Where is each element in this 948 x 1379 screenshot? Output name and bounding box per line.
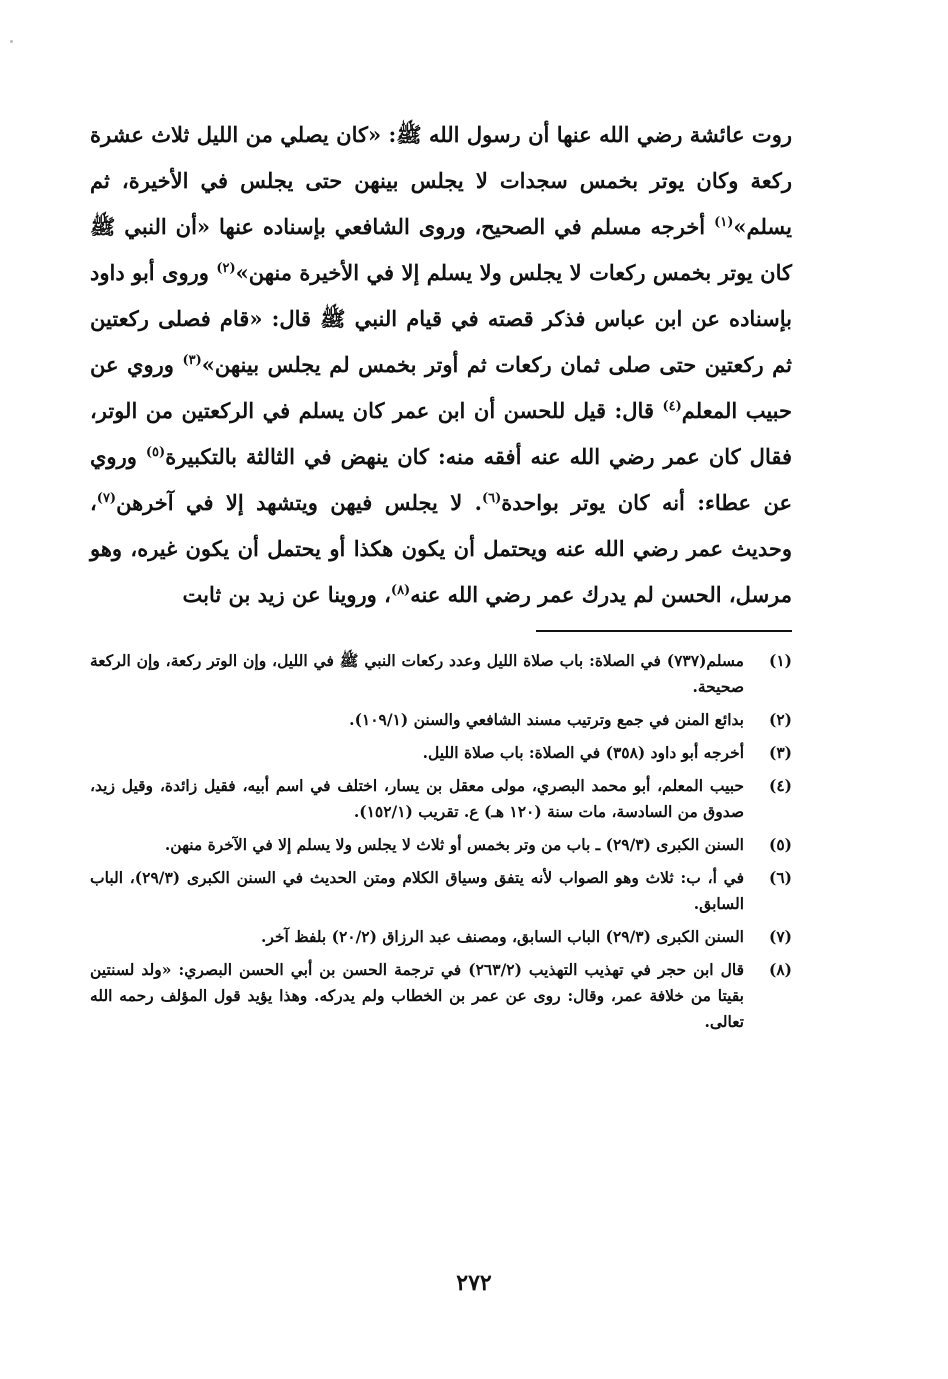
footnote-number: (٦) xyxy=(768,868,792,887)
scan-speck xyxy=(10,40,13,43)
main-segment: وروي عن حبيب المعلم xyxy=(90,352,793,423)
footnote-text: حبيب المعلم، أبو محمد البصري، مولى معقل بن يسار، اختلف في اسم أبيه، فقيل زائدة، وقيل زيد، صدوق من السادسة، مات سنة (١٢٠ هـ) ع. تقريب (١٥٢/١). xyxy=(90,776,744,821)
main-segment: ، وحديث عمر رضي الله عنه ويحتمل أن يكون هكذا أو يحتمل أن يكون غيره، وهو مرسل، الحسن لم يدرك عمر رضي الله عنه xyxy=(90,490,792,607)
footnote-ref-4[interactable]: (٤) xyxy=(662,399,682,414)
footnote-ref-5[interactable]: (٥) xyxy=(145,445,166,460)
footnotes-list xyxy=(90,648,792,1035)
footnote-divider xyxy=(536,630,792,632)
footnote-item xyxy=(90,957,792,1035)
footnote-number: (٤) xyxy=(768,776,792,795)
footnote-item xyxy=(90,865,792,917)
footnote-text: في أ، ب: ثلاث وهو الصواب لأنه يتفق وسياق الكلام ومتن الحديث في السنن الكبرى (٢٩/٣)، الباب السابق. xyxy=(90,868,744,913)
main-segment: وروى أبو داود بإسناده عن ابن عباس فذكر قصته في قيام النبي ﷺ قال: «قام فصلى ركعتين ثم ركعتين حتى صلى ثمان ركعات ثم أوتر بخمس لم يجلس بينهن» xyxy=(90,260,793,377)
footnote-text: السنن الكبرى (٢٩/٣) ـ باب من وتر بخمس أو ثلاث لا يجلس ولا يسلم إلا في الآخرة منهن. xyxy=(164,835,744,854)
footnote-number: (٢) xyxy=(768,710,792,729)
footnote-number: (٥) xyxy=(768,835,792,854)
footnote-ref-1[interactable]: (١) xyxy=(714,215,734,230)
footnote-ref-8[interactable]: (٨) xyxy=(390,583,411,598)
main-segment: . لا يجلس فيهن ويتشهد إلا في آخرهن xyxy=(116,490,482,515)
main-segment: روت عائشة رضي الله عنها أن رسول الله ﷺ: «كان يصلي من الليل ثلاث عشرة ركعة وكان يوتر بخمس سجدات لا يجلس بينهن حتى يجلس في الأخيرة، ثم يسلم» xyxy=(90,122,792,239)
footnote-item xyxy=(90,740,792,766)
main-text xyxy=(90,112,792,618)
footnote-item xyxy=(90,773,792,825)
footnote-number: (٣) xyxy=(768,743,792,762)
footnote-item xyxy=(90,648,792,700)
main-segment: وروي عن عطاء: أنه كان يوتر بواحدة xyxy=(90,444,792,515)
footnote-number: (٨) xyxy=(768,960,792,979)
footnote-text: مسلم(٧٣٧) في الصلاة: باب صلاة الليل وعدد ركعات النبي ﷺ في الليل، وإن الوتر ركعة، وإن الركعة صحيحة. xyxy=(90,651,744,696)
footnote-ref-2[interactable]: (٢) xyxy=(216,261,236,276)
footnote-text: السنن الكبرى (٢٩/٣) الباب السابق، ومصنف عبد الرزاق (٢٠/٢) بلفظ آخر. xyxy=(261,927,744,946)
footnote-item xyxy=(90,707,792,733)
page-number: ٢٧٢ xyxy=(456,1270,492,1296)
footnote-text: بدائع المنن في جمع وترتيب مسند الشافعي والسنن (١٠٩/١). xyxy=(349,710,744,729)
footnote-ref-6[interactable]: (٦) xyxy=(481,491,502,506)
footnote-item xyxy=(90,832,792,858)
main-segment: أخرجه مسلم في الصحيح، وروى الشافعي بإسناده عنها «أن النبي ﷺ كان يوتر بخمس ركعات لا يجلس ولا يسلم إلا في الأخيرة منهن» xyxy=(90,214,793,285)
main-segment: ، وروينا عن زيد بن ثابت xyxy=(182,582,391,607)
page-body xyxy=(90,112,792,1042)
footnote-text: قال ابن حجر في تهذيب التهذيب (٢٦٣/٢) في ترجمة الحسن بن أبي الحسن البصري: «ولد لسنتين بقيتا من خلافة عمر، وقال: روى عن عمر بن الخطاب ولم يدركه. وهذا يؤيد قول المؤلف رحمه الله تعالى. xyxy=(90,960,744,1031)
footnote-text: أخرجه أبو داود (٣٥٨) في الصلاة: باب صلاة الليل. xyxy=(422,743,744,762)
footnote-ref-7[interactable]: (٧) xyxy=(96,491,117,506)
footnote-number: (٧) xyxy=(768,927,792,946)
footnote-number: (١) xyxy=(768,651,792,670)
footnote-item xyxy=(90,924,792,950)
main-segment: قال: قيل للحسن أن ابن عمر كان يسلم في الركعتين من الوتر، فقال كان عمر رضي الله عنه أفقه منه: كان ينهض في الثالثة بالتكبيرة xyxy=(90,398,792,469)
footnote-ref-3[interactable]: (٣) xyxy=(182,353,202,368)
